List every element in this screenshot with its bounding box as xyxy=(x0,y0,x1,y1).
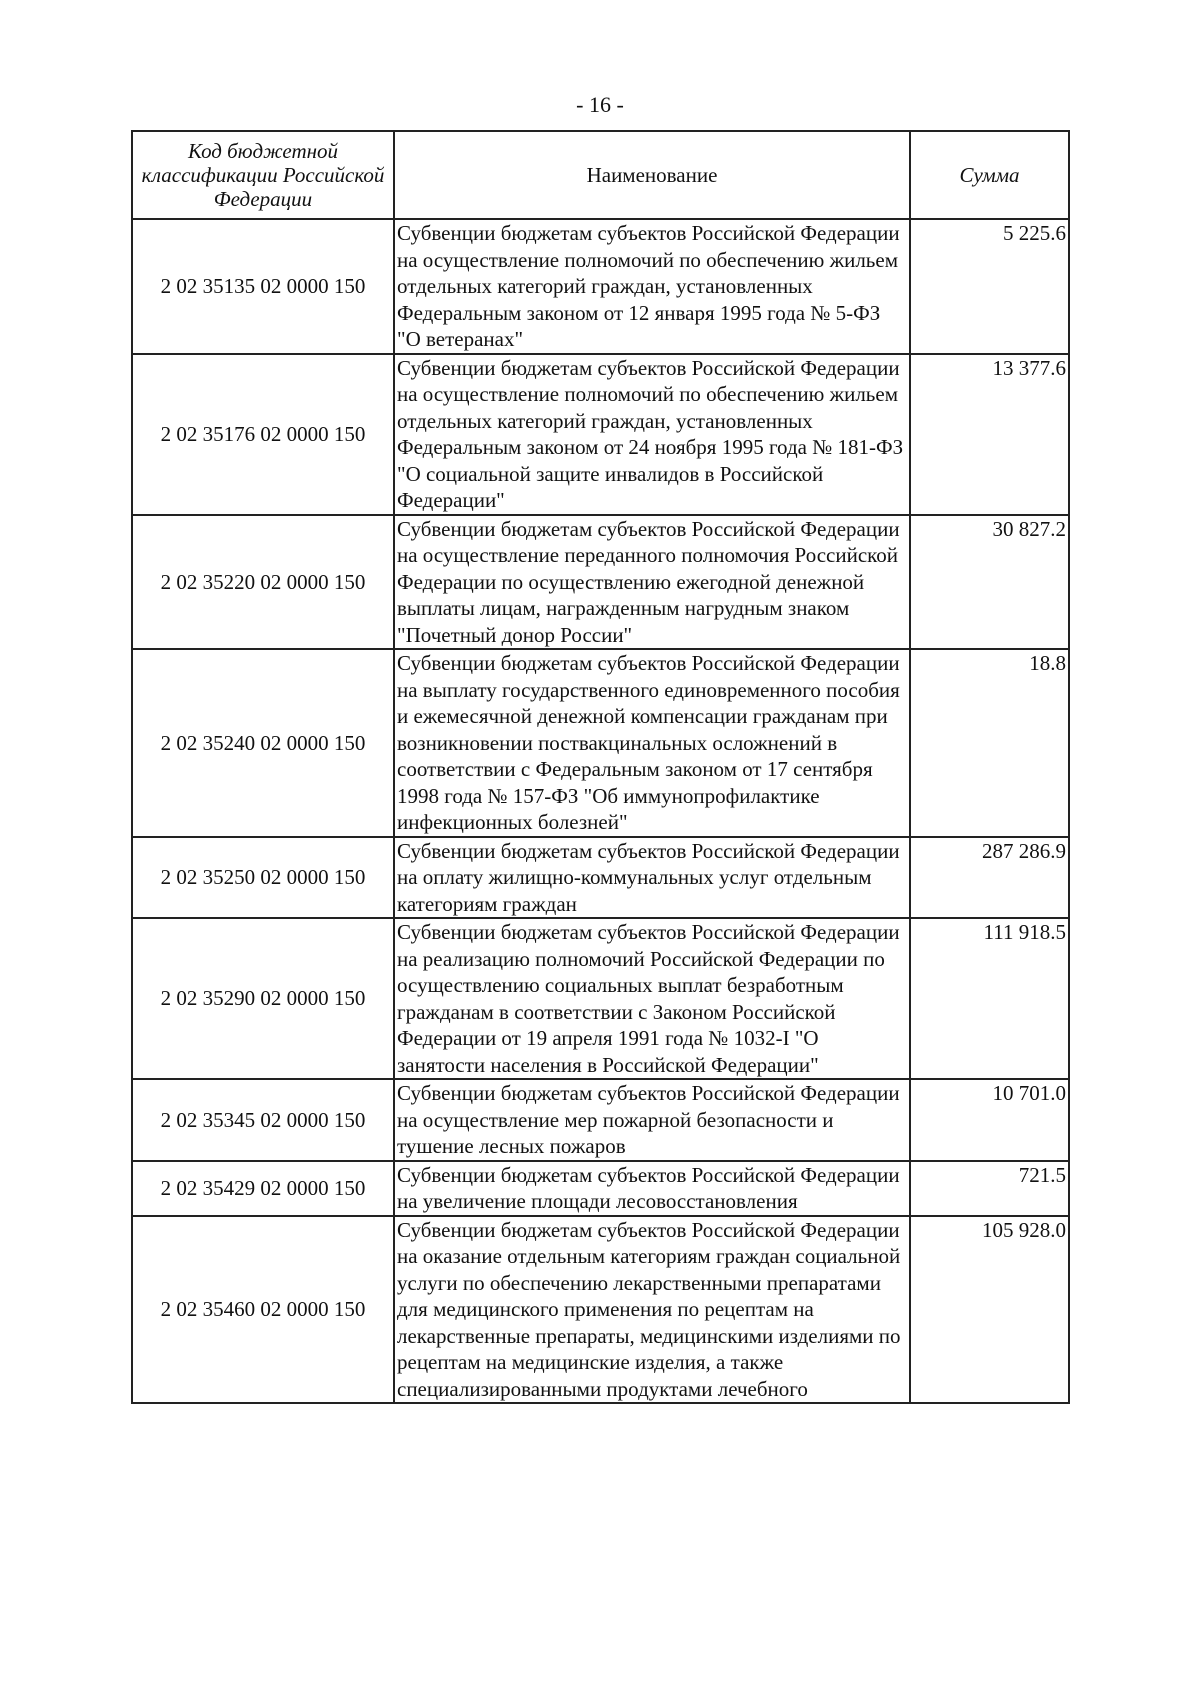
row-code: 2 02 35460 02 0000 150 xyxy=(132,1216,394,1404)
row-code: 2 02 35345 02 0000 150 xyxy=(132,1079,394,1161)
row-sum: 721.5 xyxy=(910,1161,1069,1216)
table-row xyxy=(132,1216,1069,1404)
header-sum: Сумма xyxy=(910,131,1069,219)
row-sum: 5 225.6 xyxy=(910,219,1069,354)
row-code: 2 02 35240 02 0000 150 xyxy=(132,649,394,837)
budget-table xyxy=(131,130,1070,1404)
table-row xyxy=(132,1079,1069,1161)
row-code: 2 02 35290 02 0000 150 xyxy=(132,918,394,1079)
row-name: Субвенции бюджетам субъектов Российской Федерации на выплату государственного единовременного пособия и ежемесячной денежной компенсации гражданам при возникновении поствакцинальных осложнений в соответствии с Федеральным законом от 17 сентября 1998 года № 157-ФЗ "Об иммунопрофилактике инфекционных болезней" xyxy=(394,649,910,837)
table-row xyxy=(132,515,1069,650)
row-name: Субвенции бюджетам субъектов Российской Федерации на осуществление переданного полномочия Российской Федерации по осуществлению ежегодной денежной выплаты лицам, награжденным нагрудным знаком "Почетный донор России" xyxy=(394,515,910,650)
row-name: Субвенции бюджетам субъектов Российской Федерации на оплату жилищно-коммунальных услуг отдельным категориям граждан xyxy=(394,837,910,919)
table-row xyxy=(132,219,1069,354)
row-sum: 13 377.6 xyxy=(910,354,1069,515)
row-sum: 10 701.0 xyxy=(910,1079,1069,1161)
row-sum: 30 827.2 xyxy=(910,515,1069,650)
table-row xyxy=(132,1161,1069,1216)
header-code: Код бюджетной классификации Российской Федерации xyxy=(132,131,394,219)
row-sum: 287 286.9 xyxy=(910,837,1069,919)
row-sum: 18.8 xyxy=(910,649,1069,837)
table-header-row xyxy=(132,131,1069,219)
row-code: 2 02 35429 02 0000 150 xyxy=(132,1161,394,1216)
row-sum: 105 928.0 xyxy=(910,1216,1069,1404)
row-name: Субвенции бюджетам субъектов Российской Федерации на осуществление полномочий по обеспечению жильем отдельных категорий граждан, установленных Федеральным законом от 12 января 1995 года № 5-ФЗ "О ветеранах" xyxy=(394,219,910,354)
row-name: Субвенции бюджетам субъектов Российской Федерации на осуществление мер пожарной безопасности и тушение лесных пожаров xyxy=(394,1079,910,1161)
header-name: Наименование xyxy=(394,131,910,219)
row-code: 2 02 35220 02 0000 150 xyxy=(132,515,394,650)
row-name: Субвенции бюджетам субъектов Российской Федерации на осуществление полномочий по обеспечению жильем отдельных категорий граждан, установленных Федеральным законом от 24 ноября 1995 года № 181-ФЗ "О социальной защите инвалидов в Российской Федерации" xyxy=(394,354,910,515)
row-name: Субвенции бюджетам субъектов Российской Федерации на оказание отдельным категориям граждан социальной услуги по обеспечению лекарственными препаратами для медицинского применения по рецептам на лекарственные препараты, медицинскими изделиями по рецептам на медицинские изделия, а также специализированными продуктами лечебного xyxy=(394,1216,910,1404)
table-row xyxy=(132,837,1069,919)
row-name: Субвенции бюджетам субъектов Российской Федерации на увеличение площади лесовосстановления xyxy=(394,1161,910,1216)
row-code: 2 02 35135 02 0000 150 xyxy=(132,219,394,354)
table-row xyxy=(132,354,1069,515)
row-code: 2 02 35250 02 0000 150 xyxy=(132,837,394,919)
table-row xyxy=(132,649,1069,837)
row-code: 2 02 35176 02 0000 150 xyxy=(132,354,394,515)
row-sum: 111 918.5 xyxy=(910,918,1069,1079)
row-name: Субвенции бюджетам субъектов Российской Федерации на реализацию полномочий Российской Федерации по осуществлению социальных выплат безработным гражданам в соответствии с Законом Российской Федерации от 19 апреля 1991 года № 1032-I "О занятости населения в Российской Федерации" xyxy=(394,918,910,1079)
table-row xyxy=(132,918,1069,1079)
page-number: - 16 - xyxy=(576,92,624,117)
